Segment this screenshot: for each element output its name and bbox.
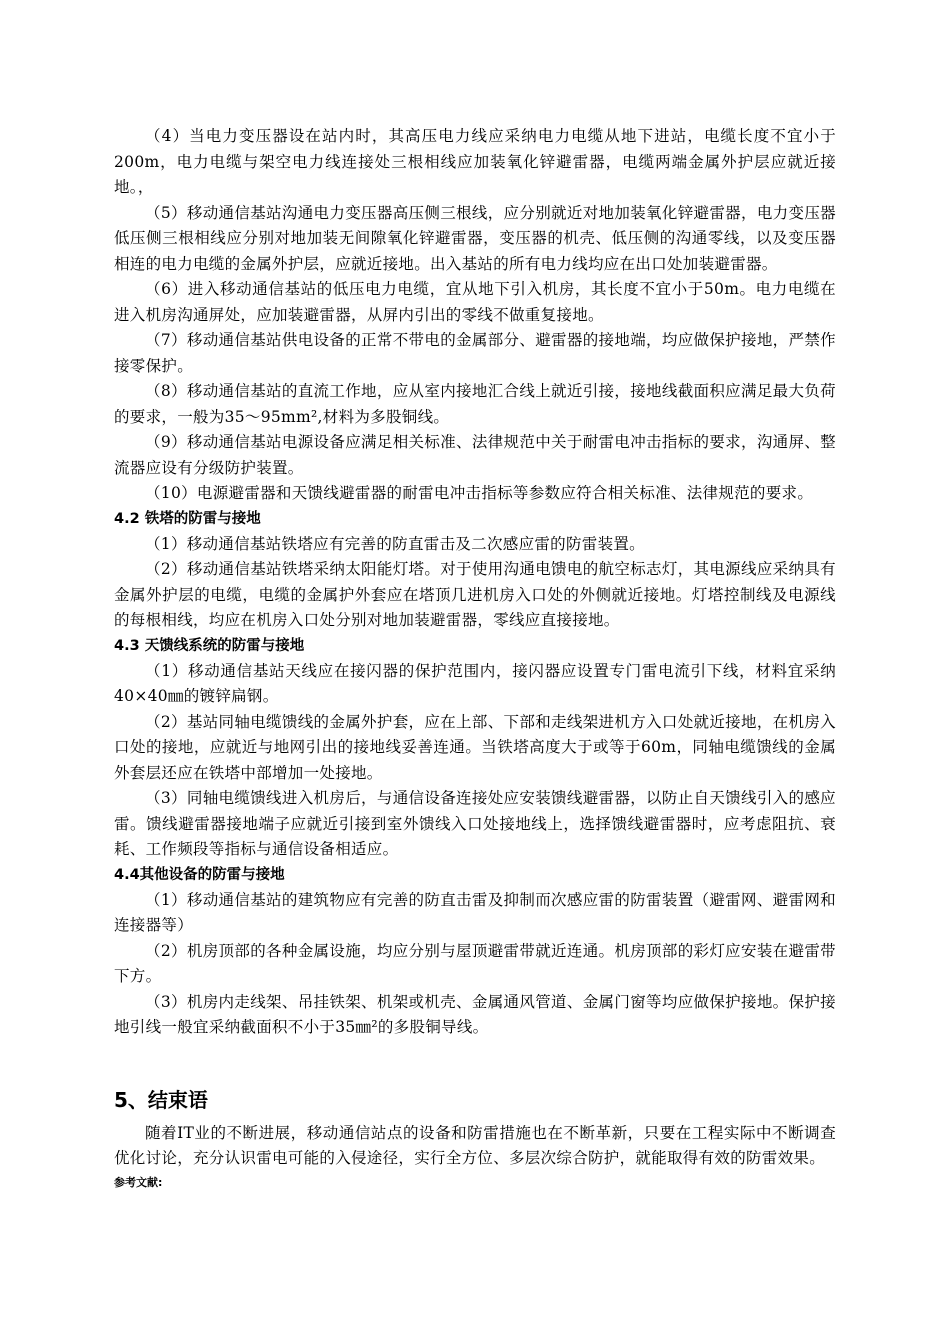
paragraph-5-1: 随着IT业的不断进展，移动通信站点的设备和防雷措施也在不断革新，只要在工程实际中不断调查优化讨论，充分认识雷电可能的入侵途径，实行全方位、多层次综合防护，就能取得有效的防雷效果。 xyxy=(114,1123,836,1167)
paragraph-4-4: （4）当电力变压器设在站内时，其高压电力线应采纳电力电缆从地下进站，电缆长度不宜小于200m，电力电缆与架空电力线连接处三根相线应加装氧化锌避雷器，电缆两端金属外护层应就近接地。， xyxy=(114,127,836,196)
paragraph-4-3-1: （1）移动通信基站天线应在接闪器的保护范围内，接闪器应设置专门雷电流引下线，材料宜采纳40×40㎜的镀锌扁钢。 xyxy=(114,661,836,705)
paragraph-4-4-1: （1）移动通信基站的建筑物应有完善的防直击雷及抑制而次感应雷的防雷装置（避雷网、避雷网和连接器等） xyxy=(114,890,836,934)
paragraph-4-8: （8）移动通信基站的直流工作地，应从室内接地汇合线上就近引接，接地线截面积应满足最大负荷的要求，一般为35～95mm²,材料为多股铜线。 xyxy=(114,382,836,426)
paragraph-4-6: （6）进入移动通信基站的低压电力电缆，宜从地下引入机房，其长度不宜小于50m。电力电缆在进入机房沟通屏处，应加装避雷器，从屏内引出的零线不做重复接地。 xyxy=(114,280,836,324)
paragraph-4-3-2: （2）基站同轴电缆馈线的金属外护套，应在上部、下部和走线架进机方入口处就近接地，在机房入口处的接地，应就近与地网引出的接地线妥善连通。当铁塔高度大于或等于60m，同轴电缆馈线的金属外套层还应在铁塔中部增加一处接地。 xyxy=(114,712,836,782)
paragraph-4-4-3: （3）机房内走线架、吊挂铁架、机架或机壳、金属通风管道、金属门窗等均应做保护接地。保护接地引线一般宜采纳截面积不小于35㎜²的多股铜导线。 xyxy=(114,992,836,1036)
paragraph-4-2-1: （1）移动通信基站铁塔应有完善的防直雷击及二次感应雷的防雷装置。 xyxy=(145,534,645,553)
references-label: 参考文献: xyxy=(114,1175,163,1189)
heading-4-4: 4.4其他设备的防雷与接地 xyxy=(114,866,285,883)
paragraph-4-7: （7）移动通信基站供电设备的正常不带电的金属部分、避雷器的接地端，均应做保护接地，严禁作接零保护。 xyxy=(114,331,836,375)
document-page xyxy=(114,124,836,1192)
paragraph-4-2-2: （2）移动通信基站铁塔采纳太阳能灯塔。对于使用沟通电馈电的航空标志灯，其电源线应采纳具有金属外护层的电缆，电缆的金属护外套应在塔顶几进机房入口处的外侧就近接地。灯塔控制线及电源线的每根相线，均应在机房入口处分别对地加装避雷器，零线应直接接地。 xyxy=(114,560,836,629)
paragraph-4-10: （10）电源避雷器和天馈线避雷器的耐雷电冲击指标等参数应符合相关标准、法律规范的要求。 xyxy=(145,484,814,502)
paragraph-4-5: （5）移动通信基站沟通电力变压器高压侧三根线，应分别就近对地加装氧化锌避雷器，电力变压器低压侧三根相线应分别对地加装无间隙氧化锌避雷器，变压器的机壳、低压侧的沟通零线，以及变压器相连的电力电缆的金属外护层，应就近接地。出入基站的所有电力线均应在出口处加装避雷器。 xyxy=(114,203,836,273)
heading-5: 5、结束语 xyxy=(114,1087,208,1112)
heading-4-2: 4.2 铁塔的防雷与接地 xyxy=(114,510,261,527)
paragraph-4-9: （9）移动通信基站电源设备应满足相关标准、法律规范中关于耐雷电冲击指标的要求，沟通屏、整流器应设有分级防护装置。 xyxy=(114,433,836,477)
paragraph-4-4-2: （2）机房顶部的各种金属设施，均应分别与屋顶避雷带就近连通。机房顶部的彩灯应安装在避雷带下方。 xyxy=(114,941,836,985)
heading-4-3: 4.3 天馈线系统的防雷与接地 xyxy=(114,637,305,654)
paragraph-4-3-3: （3）同轴电缆馈线进入机房后，与通信设备连接处应安装馈线避雷器，以防止自天馈线引入的感应雷。馈线避雷器接地端子应就近引接到室外馈线入口处接地线上，选择馈线避雷器时，应考虑阻抗、衰耗、工作频段等指标与通信设备相适应。 xyxy=(114,789,836,858)
